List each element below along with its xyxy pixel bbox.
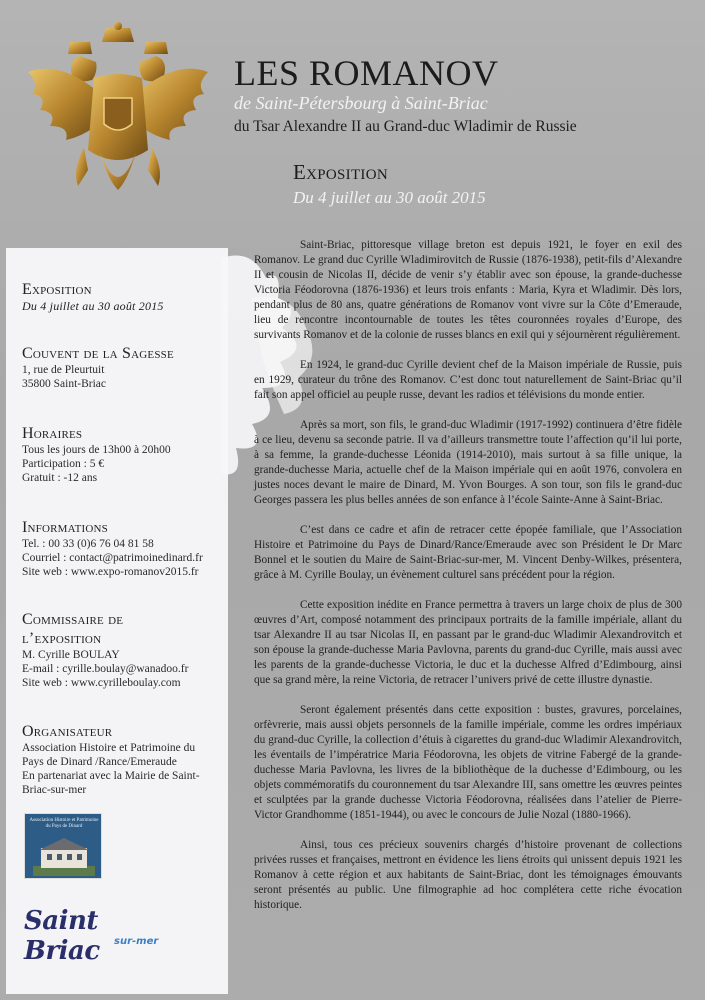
sidebar-organisateur-line: Pays de Dinard /Rance/Emeraude	[22, 756, 177, 768]
saint-briac-logo	[24, 906, 164, 966]
sidebar-info-heading: Informations	[22, 519, 108, 536]
page-subline: du Tsar Alexandre II au Grand-duc Wladimir de Russie	[234, 118, 577, 135]
sidebar-hours-line: Gratuit : -12 ans	[22, 472, 98, 484]
sidebar-phone: Tel. : 00 33 (0)6 76 04 81 58	[22, 538, 154, 550]
sidebar-commissaire-heading: l’exposition	[22, 630, 102, 647]
sidebar-organisateur-line: Association Histoire et Patrimoine du	[22, 742, 196, 754]
sidebar-informations	[22, 518, 226, 579]
sidebar-commissaire	[22, 610, 226, 690]
sidebar-organisateur-heading: Organisateur	[22, 723, 113, 740]
building-icon	[33, 838, 95, 876]
article-paragraph: Cette exposition inédite en France permettra à travers un large choix de plus de 300 œuvres d’Art, composé notamment des principaux portraits de la famille impériale, allant du tsar Alexandre II au tsar Nicolas II, en passant par le grand-duc Wladimir Alexandrovitch et son épouse la grande-duchesse Maria Pavlovna, parents du grand-duc Cyrille, mais aussi avec les parents de la grande-duchesse Victoria, le duc et la duchesse Alfred d’Edimbourg, ainsi que sa grand mère, la reine Victoria, de retracer l’univers privé de cette illustre dynastie.	[254, 599, 682, 686]
association-book-thumbnail	[24, 813, 102, 879]
sidebar-hours-line: Participation : 5 €	[22, 458, 105, 470]
sidebar-hours-line: Tous les jours de 13h00 à 20h00	[22, 444, 171, 456]
sidebar-commissaire-name: M. Cyrille BOULAY	[22, 649, 120, 661]
info-sidebar	[6, 248, 228, 994]
sidebar-organisateur-line: Briac-sur-mer	[22, 784, 87, 796]
page-subtitle: de Saint-Pétersbourg à Saint-Briac	[234, 93, 488, 113]
article-body	[254, 238, 682, 928]
sidebar-hours-heading: Horaires	[22, 425, 83, 442]
sidebar-commissaire-heading: Commissaire de	[22, 611, 124, 628]
logo-main-text: Saint Briac	[24, 906, 100, 966]
sidebar-hours	[22, 424, 226, 485]
article-paragraph: Après sa mort, son fils, le grand-duc Wladimir (1917-1992) continuera d’être fidèle à ce lieu, devenu sa seconde patrie. Il va d’ailleurs transmettre toute l’affection qu’il lui porte, à sa femme, la grande-duchesse Léonida (1914-2010), mais surtout à sa fille unique, la grande-duchesse Maria, actuelle chef de la Maison impériale qui en août 1976, convolera en justes noces devant le maire de Dinard, M. Yvon Bourges. A son tour, son fils le grand-duc Georges passera les plus belles années de son enfance à l’école Sainte-Anne à Saint-Briac.	[254, 419, 682, 506]
sidebar-venue	[22, 344, 226, 391]
logo-sub-text: sur-mer	[114, 936, 159, 947]
exposition-dates: Du 4 juillet au 30 août 2015	[293, 188, 486, 207]
sidebar-organisateur	[22, 722, 226, 797]
page-title: LES ROMANOV	[234, 53, 499, 93]
article-paragraph: Ainsi, tous ces précieux souvenirs chargés d’histoire provenant de collections privées russes et françaises, mettront en évidence les liens étroits qui unissent depuis 1921 les Romanov à cette région et aux habitants de Saint-Briac, dont les témoignages émouvants seront présentés au public. Une filmographie ad hoc complétera cette riche évocation historique.	[254, 839, 682, 911]
double-headed-eagle-icon	[18, 20, 218, 220]
sidebar-commissaire-website-link[interactable]: Site web : www.cyrilleboulay.com	[22, 677, 181, 689]
sidebar-email-link[interactable]: Courriel : contact@patrimoinedinard.fr	[22, 552, 203, 564]
article-paragraph: En 1924, le grand-duc Cyrille devient chef de la Maison impériale de Russie, puis en 1929, curateur du trône des Romanov. C’est donc tout naturellement de Saint-Briac qu’il fait son appel officiel au peuple russe, devant les radios et télévisions du monde entier.	[254, 359, 682, 401]
article-paragraph: Saint-Briac, pittoresque village breton est depuis 1921, le foyer en exil des Romanov. Le grand duc Cyrille Wladimirovitch de Russie (1876-1938), petit-fils d’Alexandre II et cousin de Nicolas II, décide de venir s’y établir avec son épouse, la grande-duchesse Victoria Féodorovna (1876-1936) et leurs trois enfants : Maria, Kyra et Wladimir. Dès lors, pendant plus de 80 ans, quatre générations de Romanov vont vivre sur la Côte d’Emeraude, lieu de rencontre incontournable de toutes les têtes couronnées royales d’Europe, des survivants Romanov et de la colonie de russes blancs en exil qui y séjournèrent régulièrement.	[254, 239, 682, 341]
sidebar-exposition-dates: Du 4 juillet au 30 août 2015	[22, 299, 164, 313]
article-paragraph: Seront également présentés dans cette exposition : bustes, gravures, porcelaines, orfèvrerie, mais aussi objets personnels de la famille impériale, comme les ordres impériaux du grand-duc Cyrille, la collection d’étuis à cigarettes du grand-duc Wladimir Alexandrovitch, les éventails de l’impératrice Maria Féodorovna, les objets de vitrine Fabergé de la grande-duchesse Maria Pavlovna, les livres de la bibliothèque de la duchesse d’Edimbourg, ou les objets commémoratifs du couronnement du tsar Alexandre III, sans omettre les œuvres peintes et sculptées par la grande duchesse Victoria Féodorovna, réalisées dans l’atelier de Pierre-Victor Grandhomme (1851-1944), ou avec le concours de Julie Nozal (1880-1966).	[254, 704, 682, 821]
sidebar-venue-line: 35800 Saint-Briac	[22, 378, 106, 390]
article-paragraph: C’est dans ce cadre et afin de retracer cette épopée familiale, que l’Association Histoire et Patrimoine du Pays de Dinard/Rance/Emeraude avec son Président le Dr Marc Bonnel et le soutien du Maire de Saint-Briac-sur-mer, M. Vincent Denby-Wilkes, présentera, grâce à M. Cyrille Boulay, un évènement culturel sans précédent pour la région.	[254, 524, 682, 581]
sidebar-website-link[interactable]: Site web : www.expo-romanov2015.fr	[22, 566, 199, 578]
thumbnail-caption: Association Histoire et Patrimoine du Pays de Dinard	[29, 818, 99, 829]
sidebar-organisateur-line: En partenariat avec la Mairie de Saint-	[22, 770, 200, 782]
exposition-heading: Exposition	[293, 160, 388, 184]
sidebar-exposition	[22, 280, 226, 313]
sidebar-venue-line: 1, rue de Pleurtuit	[22, 364, 105, 376]
sidebar-commissaire-email-link[interactable]: E-mail : cyrille.boulay@wanadoo.fr	[22, 663, 189, 675]
sidebar-exposition-heading: Exposition	[22, 281, 92, 298]
sidebar-venue-heading: Couvent de la Sagesse	[22, 345, 174, 362]
